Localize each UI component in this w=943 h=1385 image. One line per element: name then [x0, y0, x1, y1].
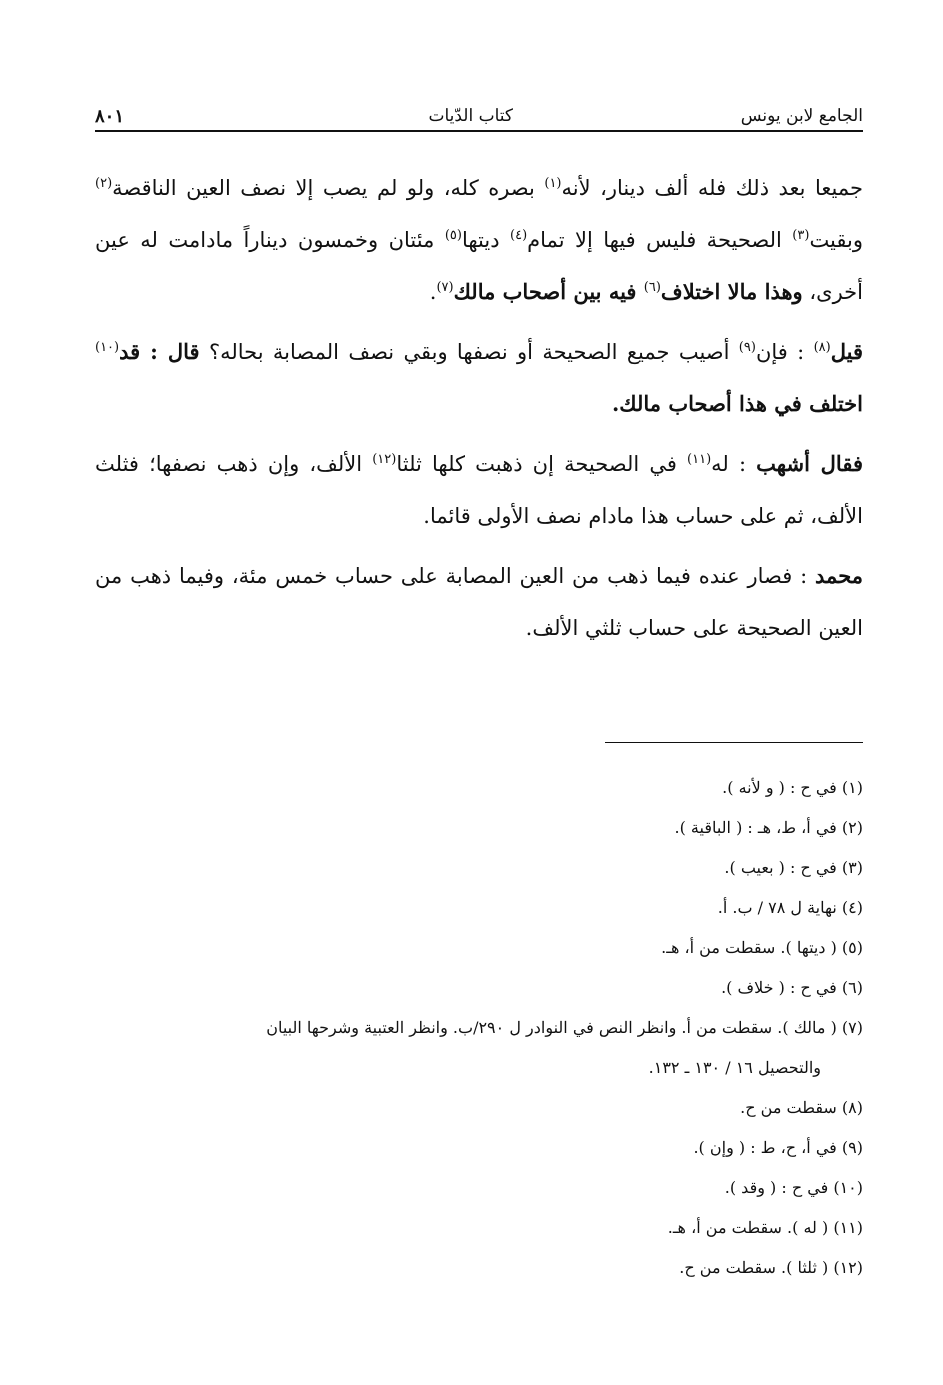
bold-text: محمد [815, 563, 863, 588]
footnote: (٥) ( ديتها ). سقطت من أ، هـ. [661, 938, 863, 957]
paragraph-4 [95, 550, 863, 654]
paragraph-3 [95, 438, 863, 542]
bold-text: قيل [830, 339, 863, 364]
footnote-ref: (٨) [813, 340, 831, 355]
footnote-ref: (١٢) [372, 452, 397, 467]
footnote-ref: (٩) [738, 340, 756, 355]
text: وبقيت [809, 228, 864, 252]
text: الصحيحة فليس فيها إلا تمام [527, 228, 793, 252]
footnote: (٧) ( مالك ). سقطت من أ. وانظر النص في النوادر ل ٢٩٠/ب. وانظر العتبية وشرحها البيان [266, 1018, 863, 1037]
footnote-ref: (٣) [792, 228, 810, 243]
bold-text: فيه بين أصحاب مالك [453, 279, 644, 304]
bold-text: فقال أشهب [756, 451, 863, 476]
footnote: (٢) في أ، ط، هـ : ( الباقية ). [674, 818, 863, 837]
footnote: (٤) نهاية ل ٧٨ / ب. أ. [717, 898, 863, 917]
footnote-ref: (١) [544, 176, 562, 191]
bold-text: وهذا مالا اختلاف [660, 279, 803, 304]
page-number: ٨٠١ [95, 106, 125, 127]
chapter-title: كتاب الدّيات [428, 106, 513, 126]
footnote-ref: (٦) [643, 280, 661, 295]
text: بصره كله، ولو لم يصب إلا نصف العين الناقصة [112, 176, 545, 200]
text: ديتها [461, 228, 511, 252]
footnote-ref: (١٠) [95, 340, 120, 355]
main-text [95, 162, 863, 662]
paragraph-2 [95, 326, 863, 430]
text: أصيب جميع الصحيحة أو نصفها وبقي نصف المصابة بحاله؟ [199, 340, 739, 364]
bold-text: قال : قد [119, 339, 200, 364]
header-divider [95, 130, 863, 132]
footnote: (١) في ح : ( و لأنه ). [722, 778, 863, 797]
footnote: (٦) في ح : ( خلاف ). [721, 978, 863, 997]
footnote-ref: (٤) [510, 228, 528, 243]
footnote-ref: (٥) [444, 228, 462, 243]
footnote-ref: (٧) [436, 280, 454, 295]
footnote-continuation: والتحصيل ١٦ / ١٣٠ ـ ١٣٢. [648, 1058, 821, 1077]
text: الألف، وإن ذهب نصفها؛ فثلث الألف، ثم على حساب هذا مادام نصف الأولى قائما. [95, 452, 863, 528]
paragraph-1 [95, 162, 863, 318]
text: : فإن [755, 340, 814, 364]
book-title: الجامع لابن يونس [740, 106, 863, 126]
footnote-ref: (٢) [95, 176, 113, 191]
text: : له [711, 452, 757, 476]
text: مئتان وخمسون ديناراً مادامت له عين أخرى، [95, 228, 863, 304]
text: : فصار عنده فيما ذهب من العين المصابة على حساب خمس مئة، وفيما ذهب من العين الصحيحة على حساب ثلثي الألف. [95, 564, 863, 640]
text: في الصحيحة إن ذهبت كلها ثلثا [396, 452, 688, 476]
bold-text: اختلف في هذا أصحاب مالك. [611, 391, 863, 416]
footnote: (١٠) في ح : ( وقد ). [724, 1178, 863, 1197]
footnote: (١٢) ( ثلثا ). سقطت من ح. [679, 1258, 863, 1277]
text: . [429, 280, 437, 304]
footnote: (١١) ( له ). سقطت من أ، هـ. [667, 1218, 863, 1237]
footnote-ref: (١١) [687, 452, 712, 467]
text: جميعا بعد ذلك فله ألف دينار، لأنه [561, 176, 864, 200]
running-header [95, 100, 863, 134]
footnote-divider [605, 742, 863, 743]
footnote: (٩) في أ، ح، ط : ( وإن ). [693, 1138, 863, 1157]
footnote: (٨) سقطت من ح. [740, 1098, 863, 1117]
footnote: (٣) في ح : ( بعيب ). [724, 858, 863, 877]
footnotes [95, 768, 863, 1288]
